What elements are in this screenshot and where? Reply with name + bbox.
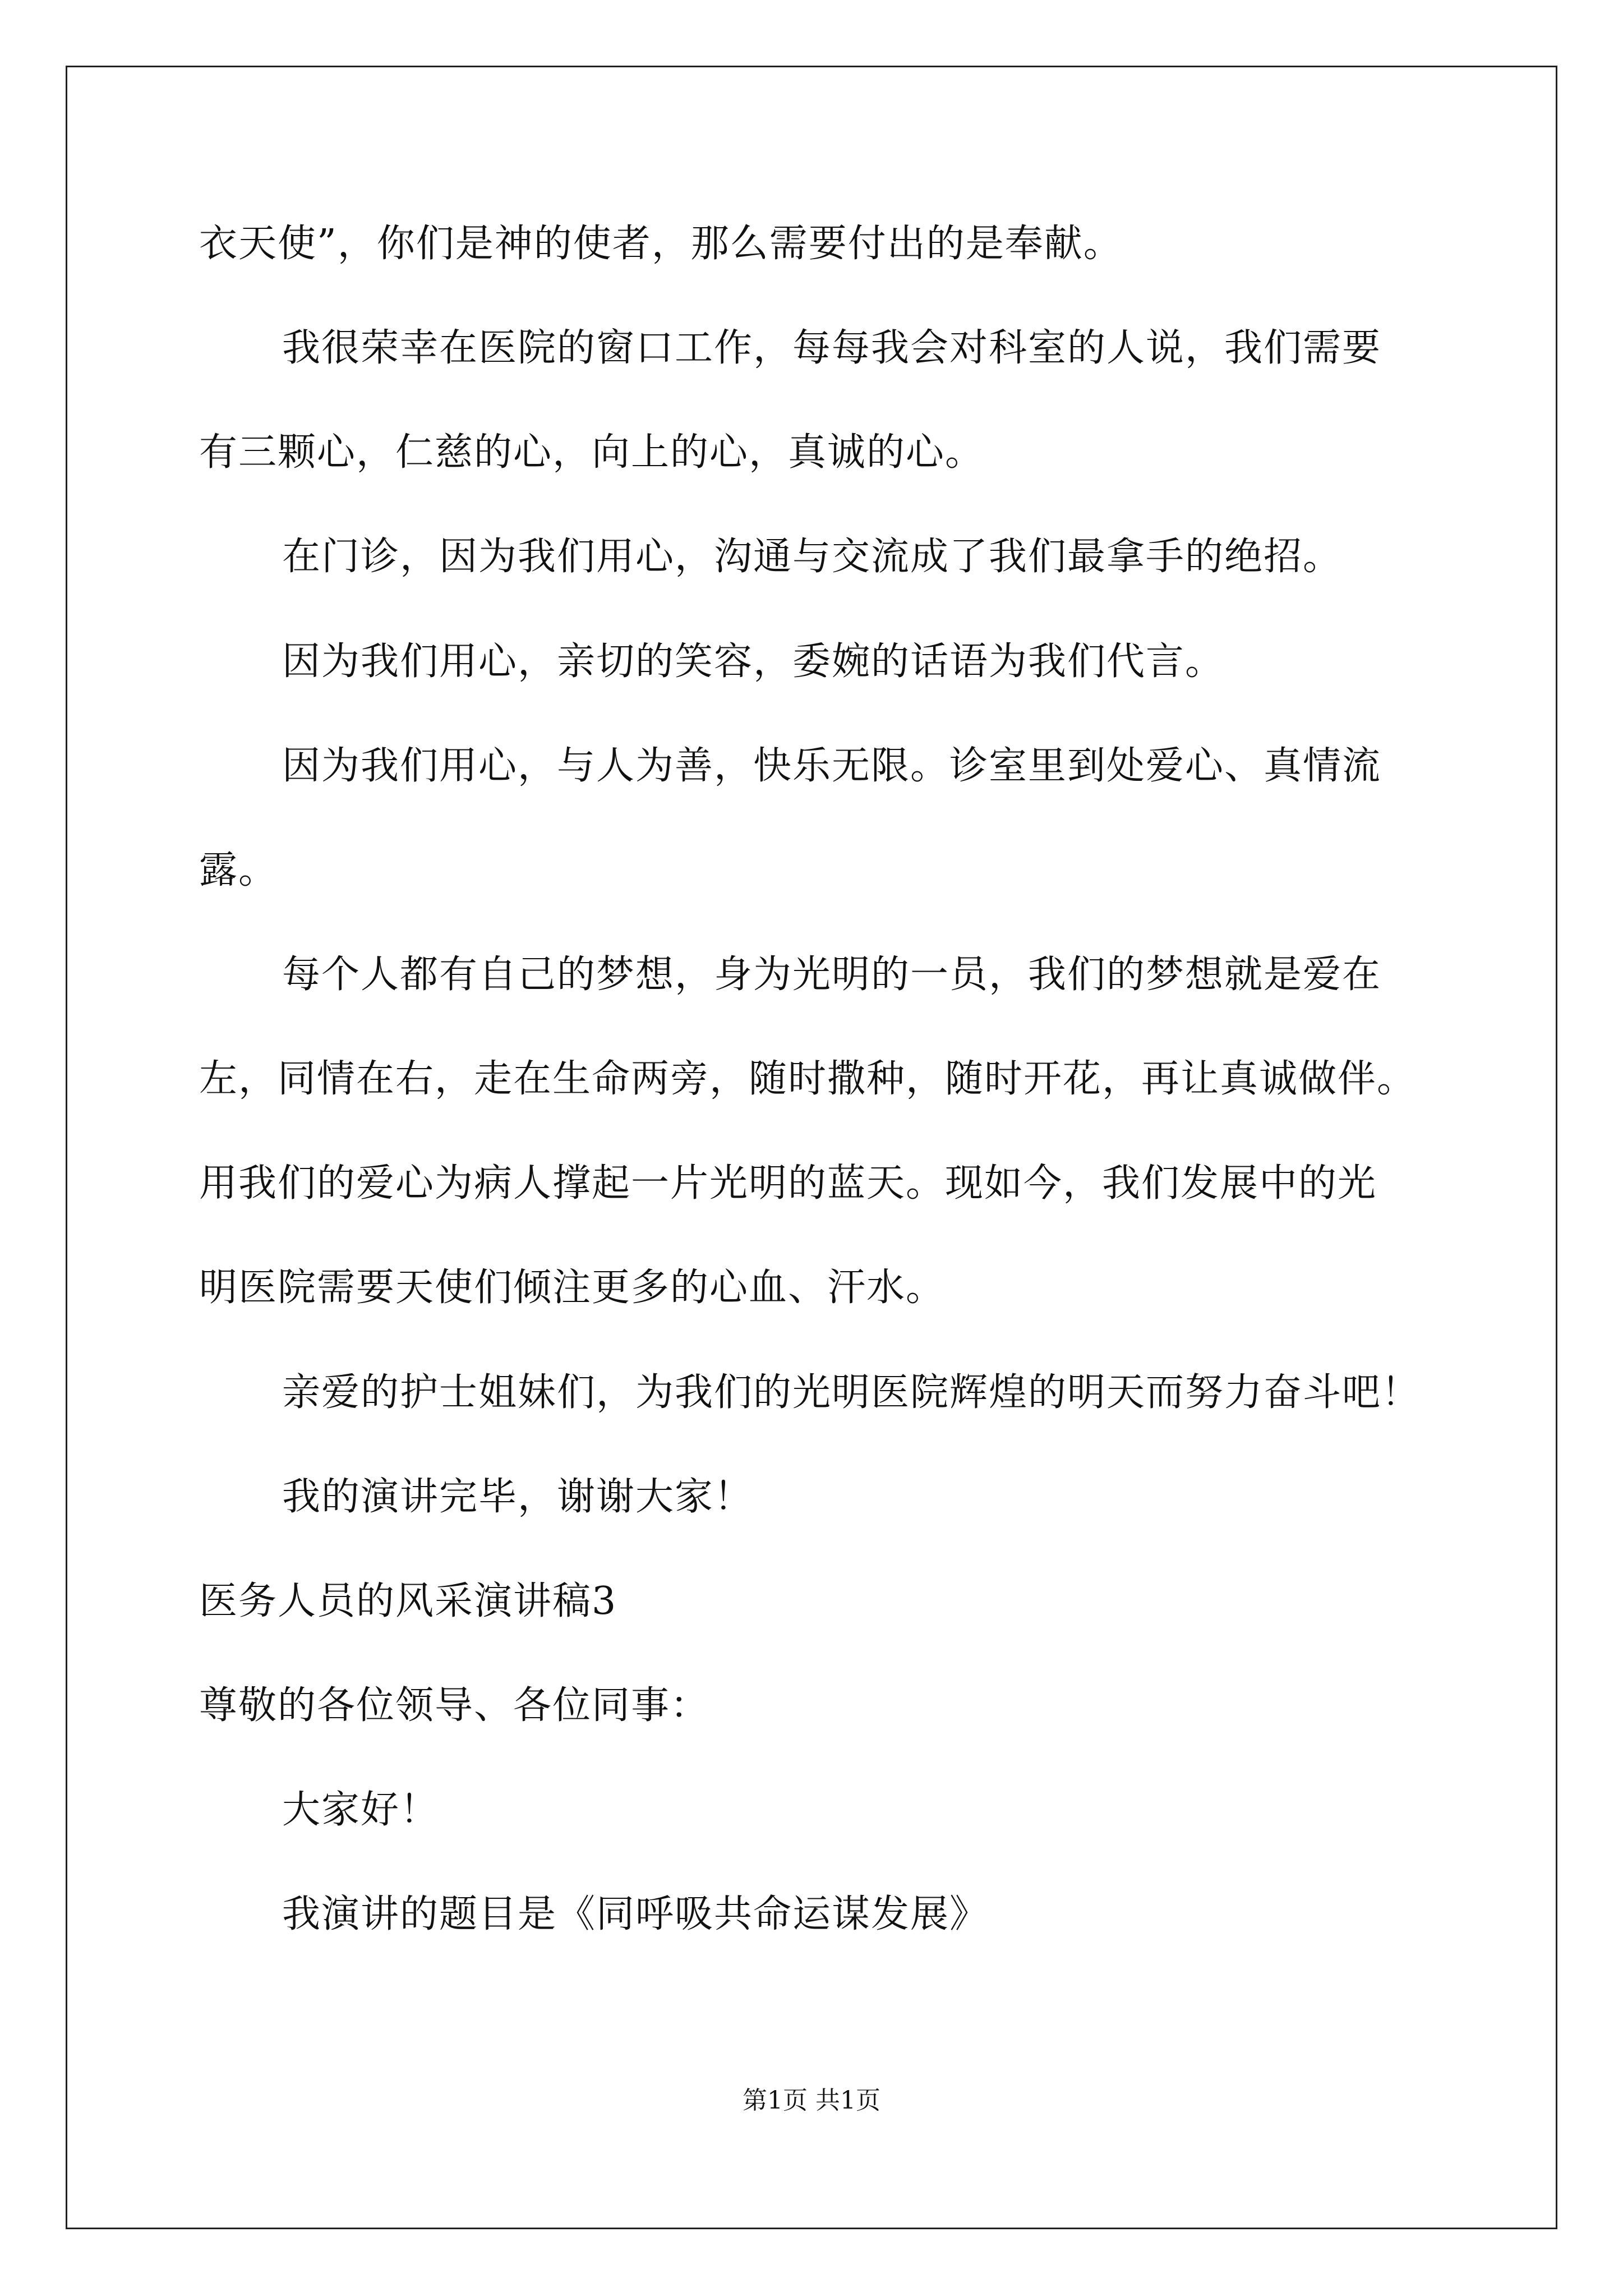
paragraph-line: 我演讲的题目是《同呼吸共命运谋发展》 — [282, 1892, 989, 1936]
paragraph-line: 露。 — [199, 848, 278, 892]
paragraph-line: 我的演讲完毕，谢谢大家！ — [282, 1475, 754, 1519]
salutation: 尊敬的各位领导、各位同事： — [199, 1683, 710, 1728]
paragraph-line: 每个人都有自己的梦想，身为光明的一员，我们的梦想就是爱在 — [282, 953, 1382, 997]
paragraph-line: 因为我们用心，与人为善，快乐无限。诊室里到处爱心、真情流 — [282, 744, 1382, 788]
greeting: 大家好！ — [282, 1788, 440, 1832]
paragraph-line: 亲爱的护士姐妹们，为我们的光明医院辉煌的明天而努力奋斗吧！ — [282, 1370, 1421, 1415]
page-footer: 第1页 共1页 — [743, 2086, 880, 2115]
paragraph-line: 明医院需要天使们倾注更多的心血、汗水。 — [199, 1266, 946, 1310]
paragraph-line: 我很荣幸在医院的窗口工作，每每我会对科室的人说，我们需要 — [282, 326, 1382, 370]
paragraph-line: 用我们的爱心为病人撑起一片光明的蓝天。现如今，我们发展中的光 — [199, 1161, 1377, 1205]
paragraph-line: 因为我们用心，亲切的笑容，委婉的话语为我们代言。 — [282, 639, 1225, 684]
paragraph-line: 衣天使”，你们是神的使者，那么需要付出的是奉献。 — [199, 222, 1123, 266]
paragraph-line: 左，同情在右，走在生命两旁，随时撒种，随时开花，再让真诚做伴。 — [199, 1057, 1417, 1101]
paragraph-line: 有三颗心，仁慈的心，向上的心，真诚的心。 — [199, 430, 985, 475]
section-heading: 医务人员的风采演讲稿3 — [199, 1579, 617, 1623]
paragraph-line: 在门诊，因为我们用心，沟通与交流成了我们最拿手的绝招。 — [282, 535, 1343, 579]
